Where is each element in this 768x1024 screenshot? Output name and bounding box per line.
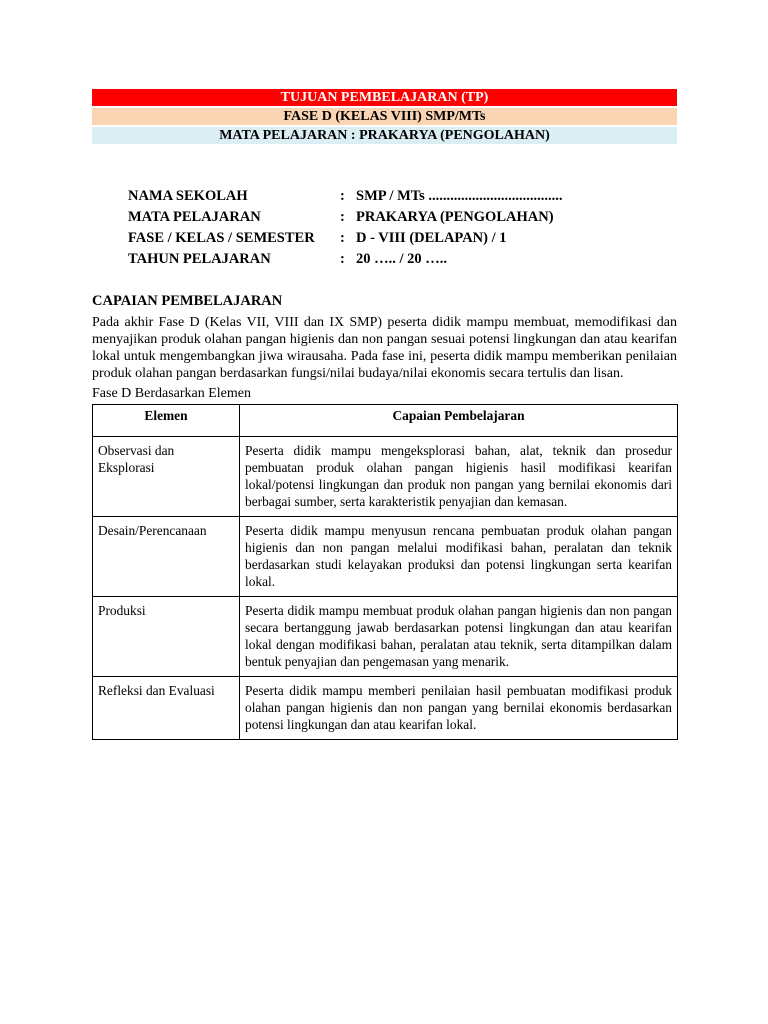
info-colon: :: [340, 251, 345, 267]
elemen-cell: Refleksi dan Evaluasi: [93, 677, 240, 740]
info-row-school: [128, 186, 677, 207]
info-label: TAHUN PELAJARAN: [128, 251, 271, 267]
info-label: MATA PELAJARAN: [128, 209, 261, 225]
table-row: [93, 517, 678, 597]
table-row: [93, 677, 678, 740]
table-header-capaian: Capaian Pembelajaran: [240, 405, 678, 437]
info-row-subject: [128, 207, 677, 228]
info-label: NAMA SEKOLAH: [128, 188, 248, 204]
capaian-paragraph: Pada akhir Fase D (Kelas VII, VIII dan IX SMP) peserta didik mampu membuat, memodifikasi dan menyajikan produk olahan pangan higienis dan non pangan sesuai potensi lingkungan dan atau kearifan lokal untuk mengembangkan jiwa wirausaha. Pada fase ini, peserta didik mampu memberikan penilaian produk olahan pangan berdasarkan fungsi/nilai budaya/nilai ekonomis secara tertulis dan lisan.: [92, 315, 677, 381]
elemen-table: [92, 404, 678, 740]
capaian-cell: Peserta didik mampu membuat produk olahan pangan higienis dan non pangan secara bertanggung jawab berdasarkan potensi lingkungan dan atau kearifan lokal dengan modifikasi bahan, peralatan atau teknik, serta ditampilkan dalam bentuk penyajian dan pengemasan yang menarik.: [240, 597, 678, 677]
capaian-cell: Peserta didik mampu menyusun rencana pembuatan produk olahan pangan higienis dan non pangan melalui modifikasi bahan, peralatan dan teknik berdasarkan studi kelayakan produksi dan potensi lingkungan serta kearifan lokal.: [240, 517, 678, 597]
table-row: [93, 437, 678, 517]
title-band-fase: FASE D (KELAS VIII) SMP/MTs: [92, 108, 677, 125]
info-value: SMP / MTs .....................................: [356, 188, 563, 204]
title-band-tp: TUJUAN PEMBELAJARAN (TP): [92, 89, 677, 106]
table-row: [93, 597, 678, 677]
elemen-cell: Desain/Perencanaan: [93, 517, 240, 597]
info-row-phase: [128, 228, 677, 249]
capaian-cell: Peserta didik mampu memberi penilaian hasil pembuatan modifikasi produk olahan pangan higienis dan non pangan yang bernilai ekonomis berdasarkan potensi lingkungan dan atau kearifan lokal.: [240, 677, 678, 740]
school-info: [128, 186, 677, 270]
info-row-year: [128, 249, 677, 270]
info-colon: :: [340, 188, 345, 204]
title-band-mapel: MATA PELAJARAN : PRAKARYA (PENGOLAHAN): [92, 127, 677, 144]
table-header-elemen: Elemen: [93, 405, 240, 437]
info-value: 20 ….. / 20 …..: [356, 251, 448, 267]
elemen-cell: Produksi: [93, 597, 240, 677]
table-header-row: [93, 405, 678, 437]
section-title-capaian: CAPAIAN PEMBELAJARAN: [92, 293, 283, 309]
capaian-cell: Peserta didik mampu mengeksplorasi bahan, alat, teknik dan prosedur pembuatan produk olahan pangan higienis hasil modifikasi kearifan lokal/potensi lingkungan dan produk non pangan yang bernilai ekonomis dari berbagai sumber, serta karakteristik penyajian dan kemasan.: [240, 437, 678, 517]
info-colon: :: [340, 230, 345, 246]
elemen-subtitle: Fase D Berdasarkan Elemen: [92, 386, 251, 401]
info-value: PRAKARYA (PENGOLAHAN): [356, 209, 554, 225]
info-value: D - VIII (DELAPAN) / 1: [356, 230, 507, 246]
elemen-cell: Observasi dan Eksplorasi: [93, 437, 240, 517]
info-colon: :: [340, 209, 345, 225]
info-label: FASE / KELAS / SEMESTER: [128, 230, 315, 246]
document-page: [92, 89, 677, 740]
